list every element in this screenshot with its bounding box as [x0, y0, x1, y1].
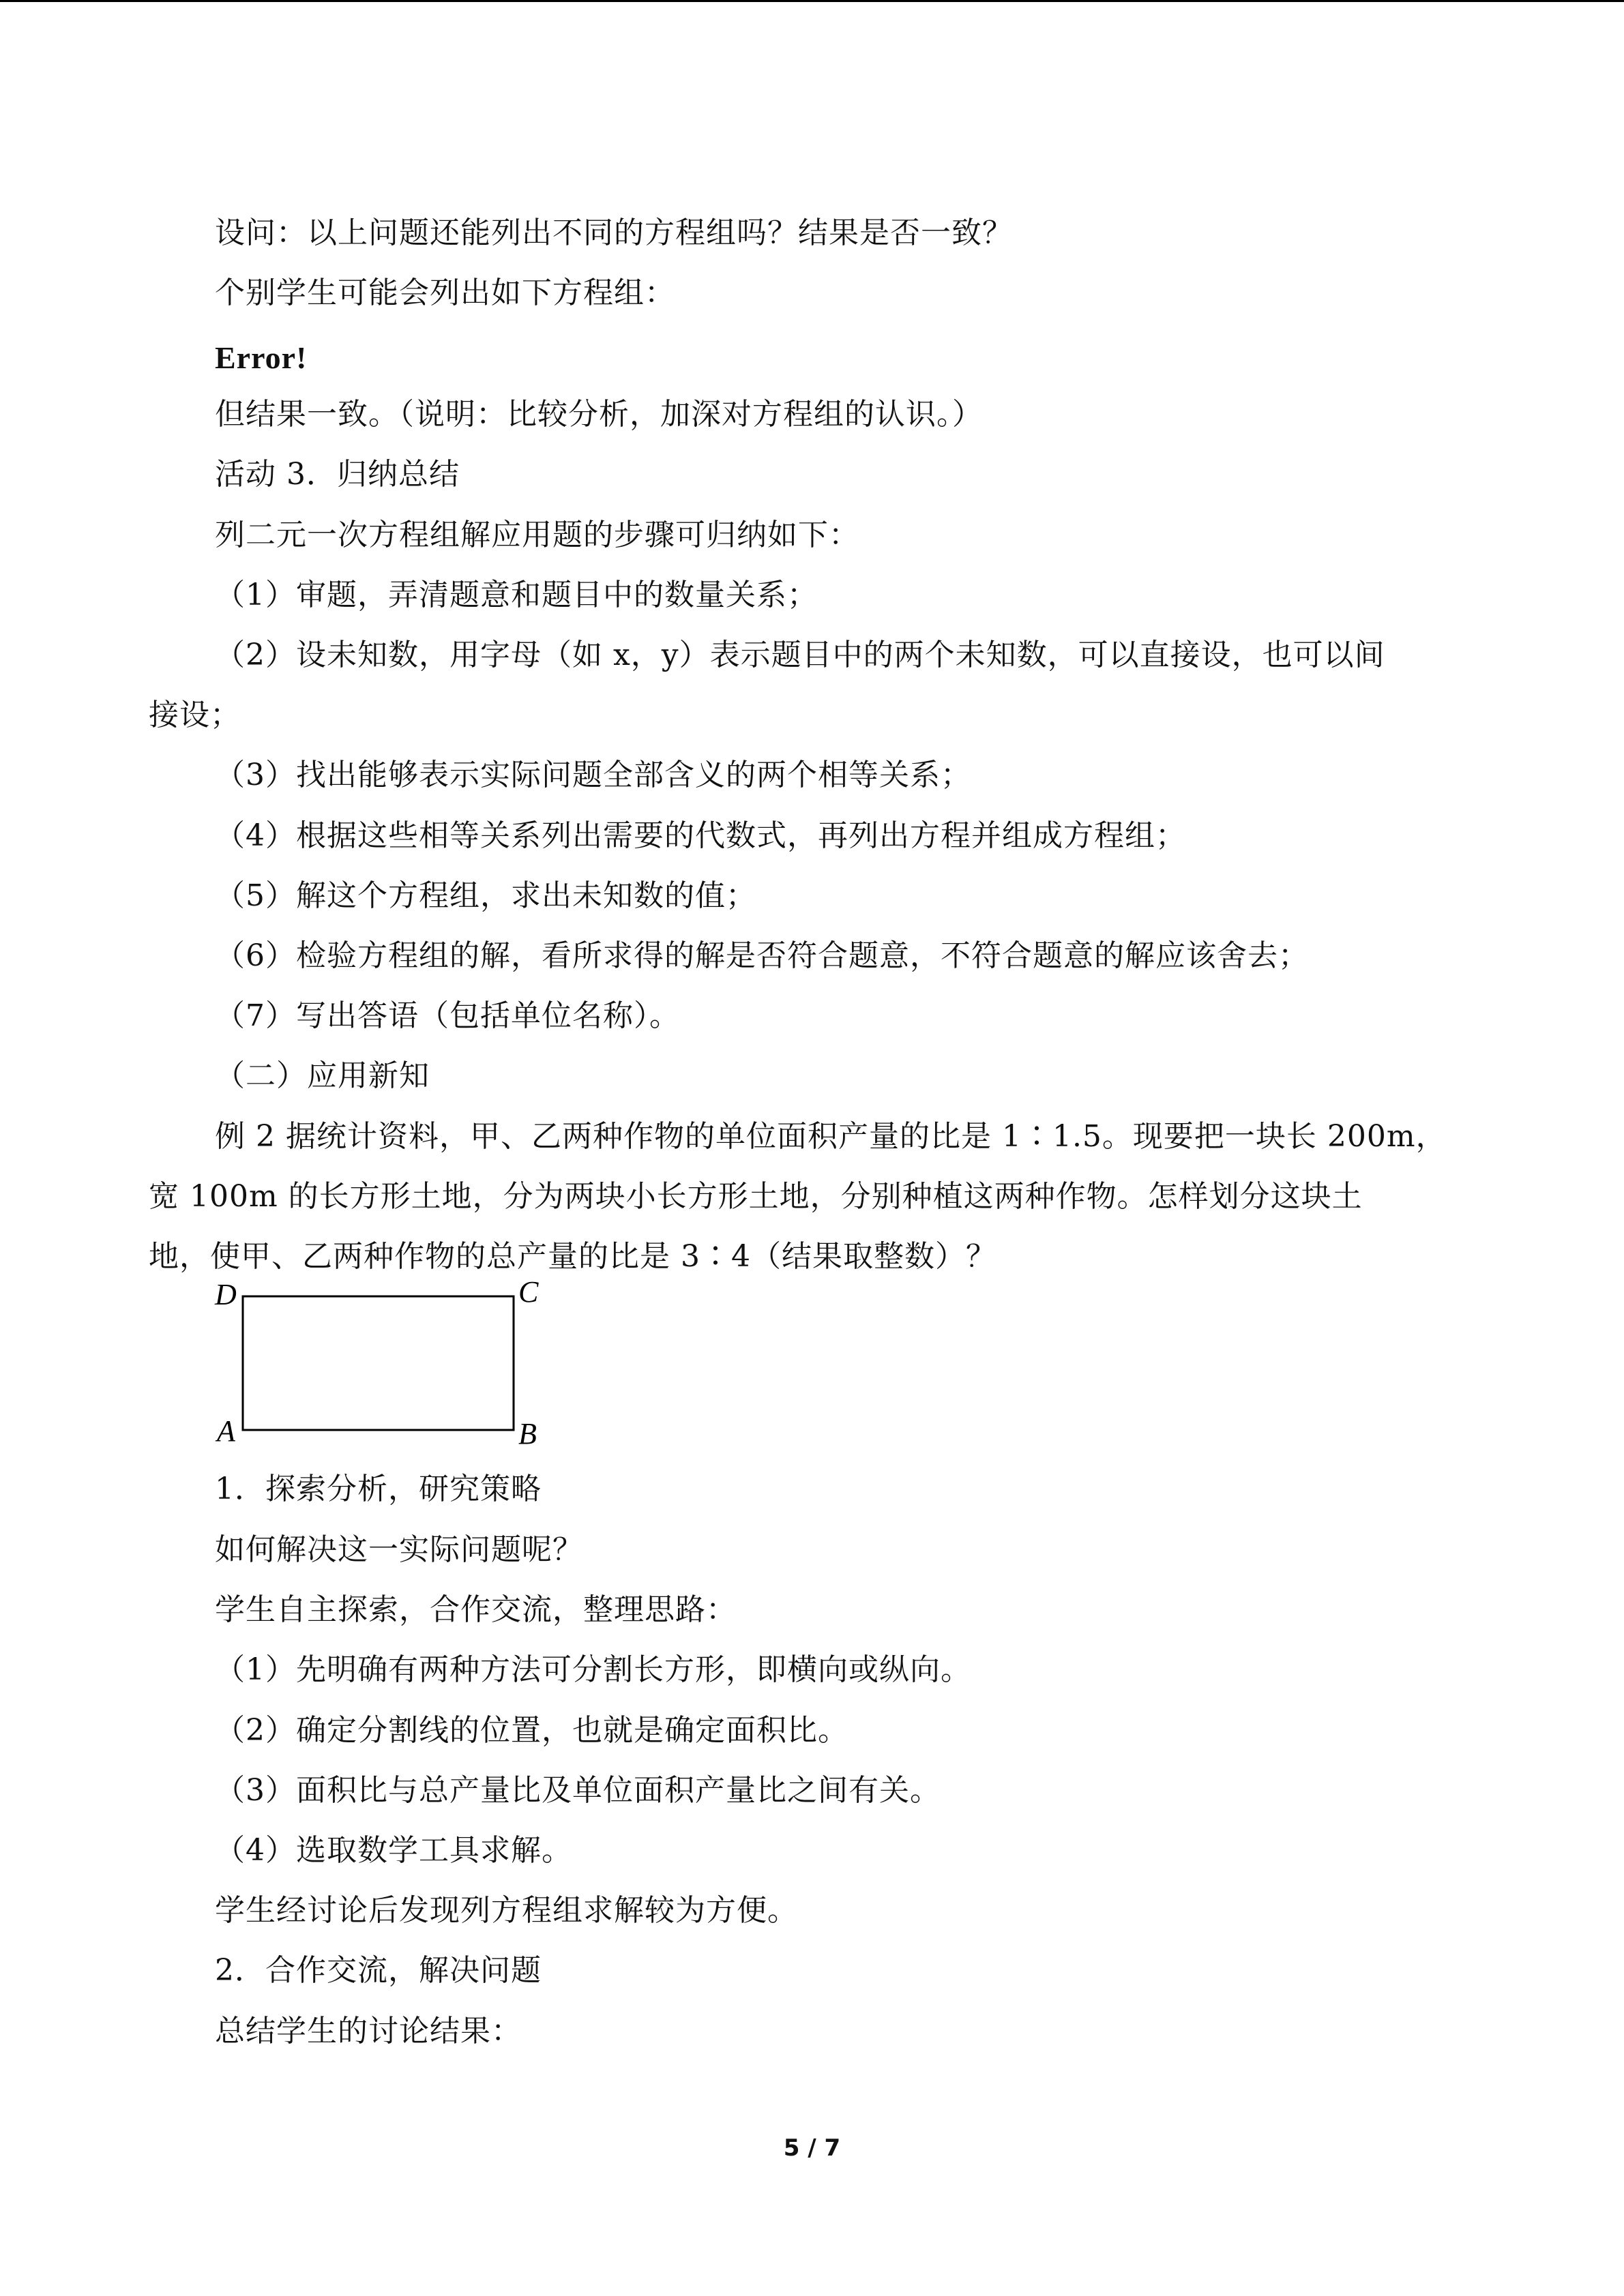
summary-line: 总结学生的讨论结果： — [215, 2014, 522, 2048]
page-number: 5 / 7 — [783, 2134, 841, 2162]
activity-heading: 活动 3．归纳总结 — [215, 457, 460, 492]
step-6: （6）检验方程组的解，看所求得的解是否符合题意，不符合题意的解应该舍去； — [215, 938, 1309, 973]
vertex-label-d: D — [215, 1278, 237, 1311]
idea-2: （2）确定分割线的位置，也就是确定面积比。 — [215, 1713, 848, 1748]
question-line: 设问：以上问题还能列出不同的方程组吗？结果是否一致？ — [215, 215, 1013, 250]
rectangle-figure — [205, 1272, 559, 1452]
top-border — [0, 0, 1624, 2]
step-3: （3）找出能够表示实际问题全部含义的两个相等关系； — [215, 758, 971, 792]
steps-intro: 列二元一次方程组解应用题的步骤可归纳如下： — [215, 518, 859, 552]
student-line: 个别学生可能会列出如下方程组： — [215, 275, 675, 310]
step-2: （2）设未知数，用字母（如 x，y）表示题目中的两个未知数，可以直接设，也可以间 — [215, 638, 1385, 672]
vertex-label-a: A — [217, 1414, 235, 1448]
example-2-line-3: 地，使甲、乙两种作物的总产量的比是 3∶4（结果取整数）？ — [149, 1239, 996, 1274]
step-4: （4）根据这些相等关系列出需要的代数式，再列出方程并组成方程组； — [215, 818, 1186, 853]
idea-1: （1）先明确有两种方法可分割长方形，即横向或纵向。 — [215, 1652, 971, 1687]
analysis-intro: 学生自主探索，合作交流，整理思路： — [215, 1592, 737, 1627]
step-1: （1）审题，弄清题意和题目中的数量关系； — [215, 578, 818, 612]
example-2-line-1: 例 2 据统计资料，甲、乙两种作物的单位面积产量的比是 1∶1.5。现要把一块长 200m， — [215, 1119, 1447, 1154]
step-7: （7）写出答语（包括单位名称）。 — [215, 998, 680, 1033]
idea-3: （3）面积比与总产量比及单位面积产量比之间有关。 — [215, 1773, 941, 1808]
cooperation-heading: 2．合作交流，解决问题 — [215, 1953, 542, 1988]
example-2-line-2: 宽 100m 的长方形土地，分为两块小长方形土地，分别种植这两种作物。怎样划分这块土 — [149, 1179, 1363, 1214]
step-5: （5）解这个方程组，求出未知数的值； — [215, 878, 756, 913]
section-heading: （二）应用新知 — [215, 1058, 430, 1093]
error-equation: Error! — [215, 340, 308, 375]
idea-4: （4）选取数学工具求解。 — [215, 1833, 572, 1868]
vertex-label-b: B — [518, 1417, 537, 1450]
rectangle-abcd — [243, 1296, 514, 1430]
analysis-heading: 1．探索分析，研究策略 — [215, 1472, 542, 1506]
analysis-question: 如何解决这一实际问题呢？ — [215, 1532, 583, 1567]
discussion-finding: 学生经讨论后发现列方程组求解较为方便。 — [215, 1893, 798, 1928]
result-line: 但结果一致。（说明：比较分析，加深对方程组的认识。） — [215, 397, 983, 432]
step-2-continued: 接设； — [149, 698, 241, 732]
vertex-label-c: C — [518, 1275, 539, 1309]
